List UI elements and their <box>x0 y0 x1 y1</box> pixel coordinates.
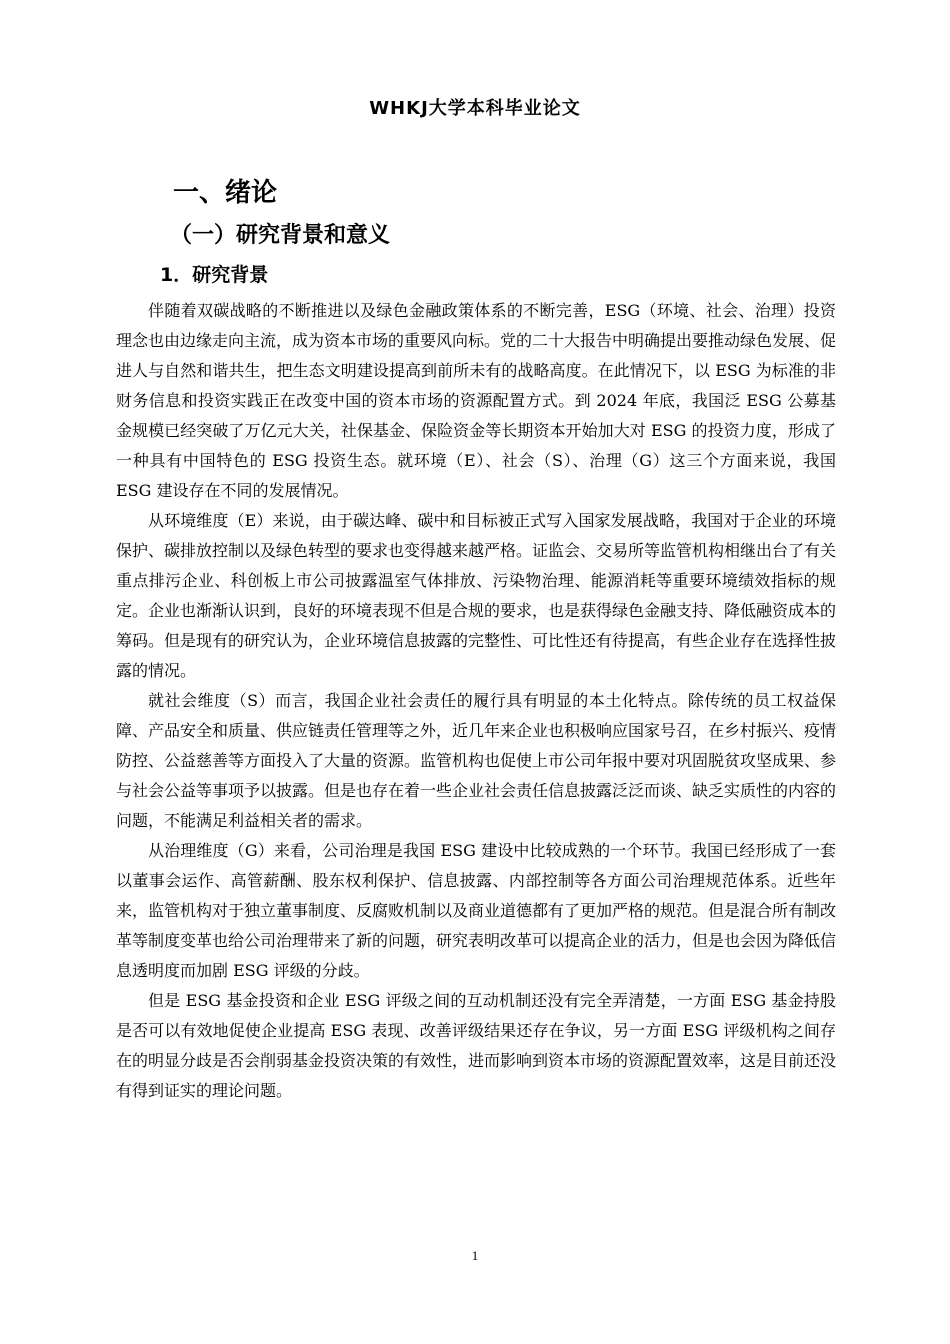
paragraph: 就社会维度（S）而言，我国企业社会责任的履行具有明显的本土化特点。除传统的员工权益保障、产品安全和质量、供应链责任管理等之外，近几年来企业也积极响应国家号召，在乡村振兴、疫情防控、公益慈善等方面投入了大量的资源。监管机构也促使上市公司年报中要对巩固脱贫攻坚成果、参与社会公益等事项予以披露。但是也存在着一些企业社会责任信息披露泛泛而谈、缺乏实质性的内容的问题，不能满足利益相关者的需求。 <box>116 691 837 830</box>
paragraph: 从治理维度（G）来看，公司治理是我国 ESG 建设中比较成熟的一个环节。我国已经形成了一套以董事会运作、高管薪酬、股东权利保护、信息披露、内部控制等各方面公司治理规范体系。近些年来，监管机构对于独立董事制度、反腐败机制以及商业道德都有了更加严格的规范。但是混合所有制改革等制度变革也给公司治理带来了新的问题，研究表明改革可以提高企业的活力，但是也会因为降低信息透明度而加剧 ESG 评级的分歧。 <box>116 841 837 980</box>
section-heading: （一）研究背景和意义 <box>170 223 391 248</box>
paragraph: 但是 ESG 基金投资和企业 ESG 评级之间的互动机制还没有完全弄清楚，一方面 ESG 基金持股是否可以有效地促使企业提高 ESG 表现、改善评级结果还存在争议，另一方面 ESG 评级机构之间存在的明显分歧是否会削弱基金投资决策的有效性，进而影响到资本市场的资源配置效率，这是目前还没有得到证实的理论问题。 <box>116 991 837 1100</box>
chapter-heading: 一、绪论 <box>173 178 278 208</box>
paragraph: 伴随着双碳战略的不断推进以及绿色金融政策体系的不断完善，ESG（环境、社会、治理）投资理念也由边缘走向主流，成为资本市场的重要风向标。党的二十大报告中明确提出要推动绿色发展、促进人与自然和谐共生，把生态文明建设提高到前所未有的战略高度。在此情况下，以 ESG 为标准的非财务信息和投资实践正在改变中国的资本市场的资源配置方式。到 2024 年底，我国泛 ESG 公募基金规模已经突破了万亿元大关，社保基金、保险资金等长期资本开始加大对 ESG 的投资力度，形成了一种具有中国特色的 ESG 投资生态。就环境（E）、社会（S）、治理（G）这三个方面来说，我国 ESG 建设存在不同的发展情况。 <box>116 301 837 500</box>
running-header: WHKJ大学本科毕业论文 <box>369 98 581 119</box>
paragraph: 从环境维度（E）来说，由于碳达峰、碳中和目标被正式写入国家发展战略，我国对于企业的环境保护、碳排放控制以及绿色转型的要求也变得越来越严格。证监会、交易所等监管机构相继出台了有关重点排污企业、科创板上市公司披露温室气体排放、污染物治理、能源消耗等重要环境绩效指标的规定。企业也渐渐认识到，良好的环境表现不但是合规的要求，也是获得绿色金融支持、降低融资成本的筹码。但是现有的研究认为，企业环境信息披露的完整性、可比性还有待提高，有些企业存在选择性披露的情况。 <box>116 511 837 680</box>
page-number: 1 <box>471 1248 479 1263</box>
subsection-heading: 1．研究背景 <box>160 264 269 286</box>
body-text <box>116 296 836 1106</box>
